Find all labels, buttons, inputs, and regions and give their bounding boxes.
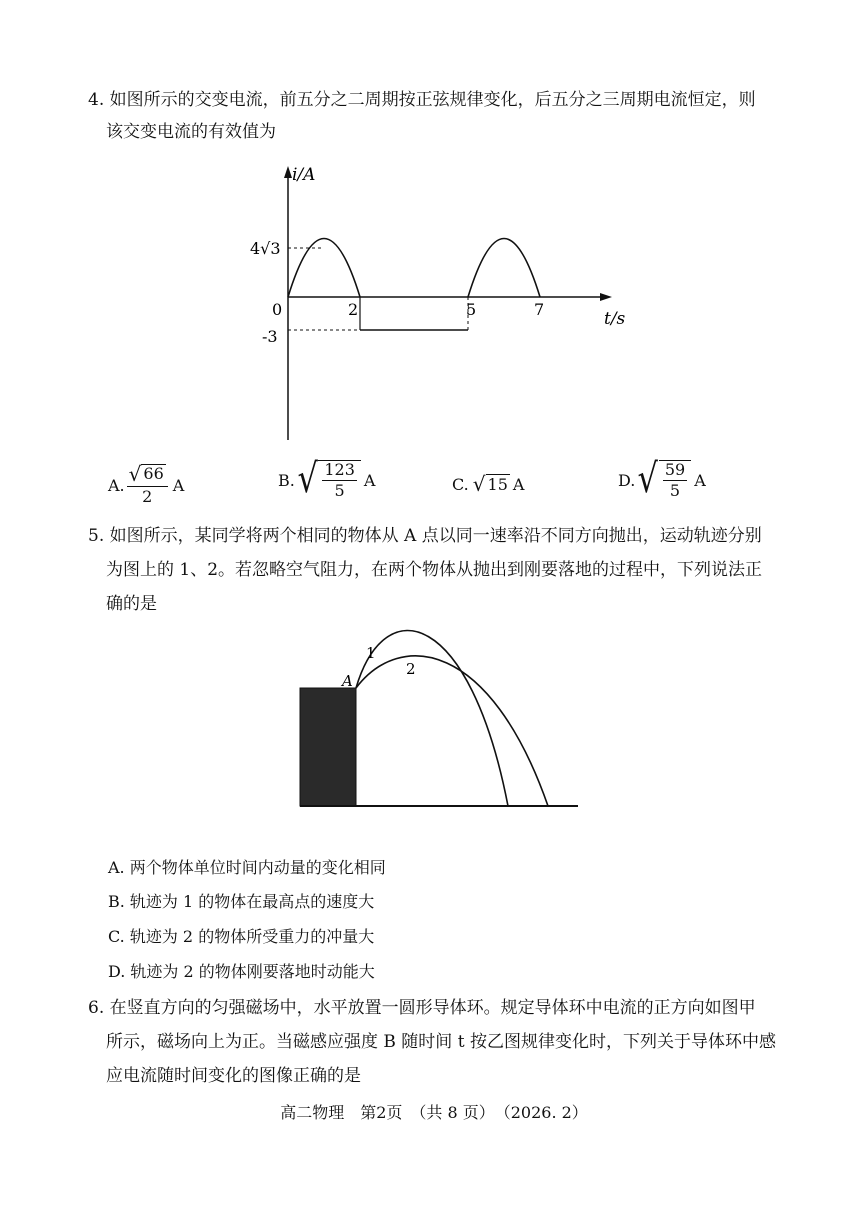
q6-stem-line1: 6. 在竖直方向的匀强磁场中，水平放置一圆形导体环。规定导体环中电流的正方向如图甲 <box>88 998 756 1018</box>
peak-label: 4√3 <box>250 239 281 258</box>
q5-option-d[interactable]: D. 轨迹为 2 的物体刚要落地时动能大 <box>108 962 375 981</box>
path-1-label: 1 <box>366 644 376 662</box>
platform-block <box>300 688 356 806</box>
x-axis-arrow <box>600 293 612 301</box>
x-tick-5: 5 <box>466 300 477 319</box>
sine-segment-2 <box>468 239 540 298</box>
neg-label: -3 <box>262 327 278 346</box>
q4-stem-line2: 该交变电流的有效值为 <box>106 122 276 142</box>
origin-label: 0 <box>272 300 283 319</box>
x-tick-7: 7 <box>534 300 545 319</box>
trajectory-1 <box>356 631 508 806</box>
q5-option-a[interactable]: A. 两个物体单位时间内动量的变化相同 <box>108 858 386 877</box>
q4-option-c[interactable]: C. √ 15 A <box>452 472 525 496</box>
path-2-label: 2 <box>406 660 416 678</box>
q5-option-c[interactable]: C. 轨迹为 2 的物体所受重力的冲量大 <box>108 927 375 946</box>
q4-stem-line1: 4. 如图所示的交变电流，前五分之二周期按正弦规律变化，后五分之三周期电流恒定，则 <box>88 90 756 110</box>
x-tick-2: 2 <box>348 300 359 319</box>
trajectory-2 <box>356 656 548 806</box>
q4-current-graph <box>240 160 640 450</box>
x-axis-label: t/s <box>604 309 626 329</box>
q6-stem-line2: 所示，磁场向上为正。当磁感应强度 B 随时间 t 按乙图规律变化时，下列关于导体环中感 <box>106 1032 776 1052</box>
q4-option-b[interactable]: B. √ $\frac{123}{5}$ A <box>278 456 376 502</box>
q6-stem-line3: 应电流随时间变化的图像正确的是 <box>106 1066 361 1086</box>
q5-option-b[interactable]: B. 轨迹为 1 的物体在最高点的速度大 <box>108 892 375 911</box>
y-axis-label: i/A <box>292 165 316 185</box>
y-axis-arrow <box>284 166 292 178</box>
q5-stem-line3: 确的是 <box>106 594 157 614</box>
q5-stem-line1: 5. 如图所示，某同学将两个相同的物体从 A 点以同一速率沿不同方向抛出，运动轨迹分别 <box>88 526 762 546</box>
q5-trajectory-figure <box>290 620 590 820</box>
q4-option-a[interactable]: A. √ 66 2 A <box>108 462 185 506</box>
q5-stem-line2: 为图上的 1、2。若忽略空气阻力，在两个物体从抛出到刚要落地的过程中，下列说法正 <box>106 560 763 580</box>
sine-segment-1 <box>288 239 360 298</box>
page-footer: 高二物理 第2页 （共 8 页） （2026. 2） <box>280 1103 588 1122</box>
point-a-label: A <box>342 672 353 690</box>
q4-option-d[interactable]: D. √ $\frac{59}{5}$ A <box>618 456 706 502</box>
